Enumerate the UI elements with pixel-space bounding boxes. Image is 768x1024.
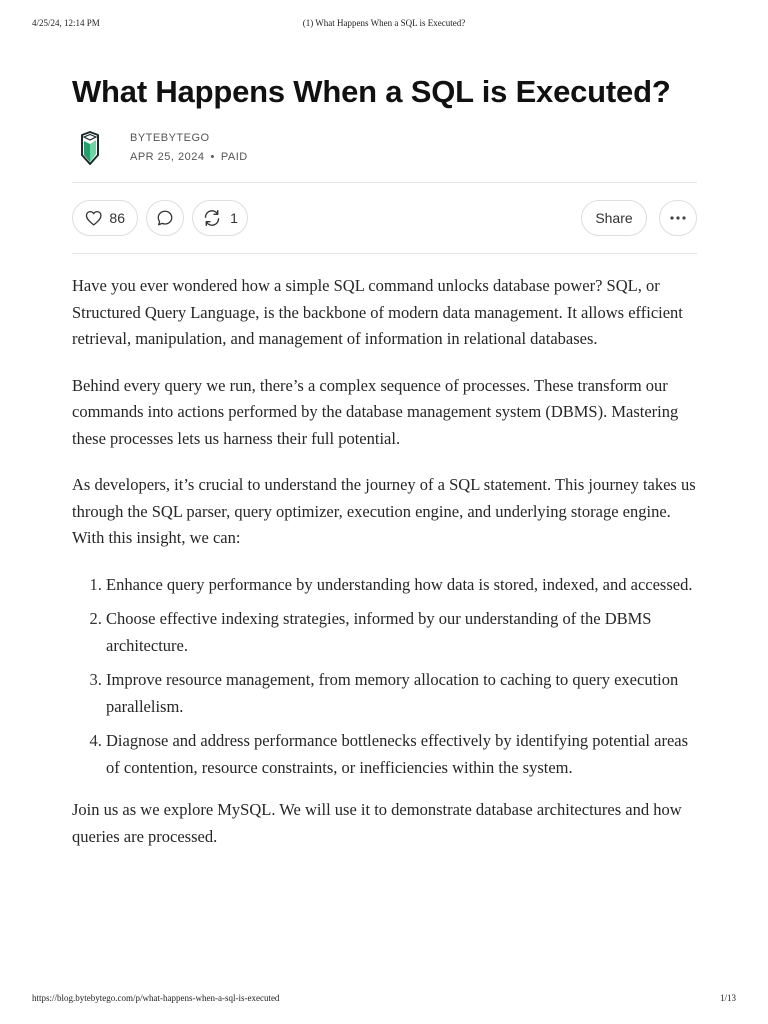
bytebytego-logo[interactable] [78,131,102,165]
comment-bubble-icon [156,209,174,227]
post-actions-bar [72,182,697,254]
benefits-list [72,572,697,782]
paragraph: Behind every query we run, there’s a complex sequence of processes. These transform our commands into actions performed by the database management system (DBMS). Mastering these processes lets us harness their full potential. [72,375,679,448]
like-count: 86 [109,210,125,226]
heart-icon [85,210,102,226]
article-body [72,273,697,850]
list-item: 2. Choose effective indexing strategies, informed by our understanding of the DBMS architecture. [106,606,697,659]
byline-text [130,129,248,167]
article [72,70,697,870]
share-button[interactable]: Share [581,200,647,236]
more-options-button[interactable] [659,200,697,236]
article-title: What Happens When a SQL is Executed? [72,74,671,109]
list-item: 1. Enhance query performance by understanding how data is stored, indexed, and accessed. [106,572,697,599]
meta-separator: • [210,151,215,163]
paragraph: As developers, it’s crucial to understand the journey of a SQL statement. This journey takes us through the SQL parser, query optimizer, execution engine, and underlying storage engine. With this insight, we can: [72,475,696,547]
access-label: PAID [220,151,248,163]
comment-button[interactable] [146,200,184,236]
print-page-number: 1/13 [719,993,736,1003]
post-date: APR 25, 2024 [130,151,205,163]
like-button[interactable] [72,200,138,236]
print-url: https://blog.bytebytego.com/p/what-happens-when-a-sql-is-executed [32,993,280,1003]
restack-button[interactable] [192,200,248,236]
right-actions [581,200,697,236]
closing-paragraph: Join us as we explore MySQL. We will use it to demonstrate database architectures and how queries are processed. [72,800,682,846]
byline [72,128,697,168]
restack-icon [202,209,222,227]
left-actions [72,200,248,236]
print-footer [32,993,736,1003]
author-name[interactable]: BYTEBYTEGO [130,132,210,144]
list-item: 4. Diagnose and address performance bottlenecks effectively by identifying potential areas of contention, resource constraints, or inefficiencies within the system. [106,728,697,781]
post-meta [130,147,248,167]
list-item: 3. Improve resource management, from memory allocation to caching to query execution parallelism. [106,667,697,720]
print-header [32,18,736,28]
print-page-title: (1) What Happens When a SQL is Executed? [302,18,466,28]
restack-count: 1 [230,210,238,226]
paragraph: Have you ever wondered how a simple SQL command unlocks database power? SQL, or Structured Query Language, is the backbone of modern data management. It allows efficient retrieval, manipulation, and management of information in relational databases. [72,276,683,348]
ellipsis-icon [669,215,687,221]
print-datetime: 4/25/24, 12:14 PM [32,18,100,28]
